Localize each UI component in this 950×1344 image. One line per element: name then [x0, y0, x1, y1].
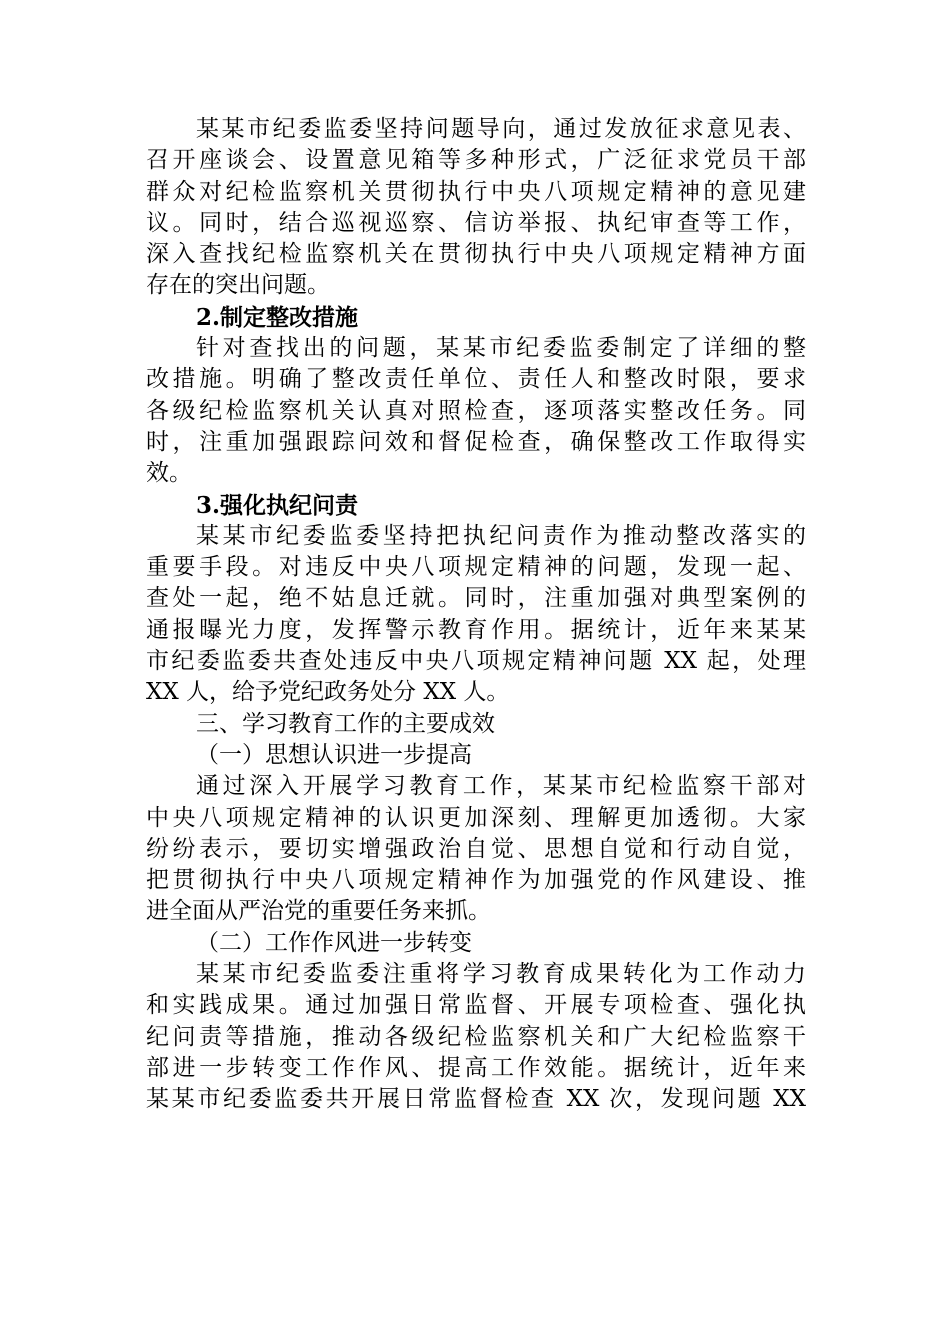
- text-line: 各级纪检监察机关认真对照检查，逐项落实整改任务。同: [146, 397, 806, 424]
- text-line: 纪问责等措施，推动各级纪检监察机关和广大纪检监察干: [146, 1023, 806, 1050]
- paragraph-problem-finding: [146, 114, 806, 302]
- text-line: 市纪委监委共查处违反中央八项规定精神问题 XX 起，处理: [146, 648, 806, 675]
- text-line: 召开座谈会、设置意见箱等多种形式，广泛征求党员干部: [146, 147, 806, 174]
- text-line: 把贯彻执行中央八项规定精神作为加强党的作风建设、推: [146, 867, 806, 894]
- text-line: 深入查找纪检监察机关在贯彻执行中央八项规定精神方面: [146, 241, 806, 268]
- text-line: 进全面从严治党的重要任务来抓。: [146, 898, 491, 925]
- heading-discipline-accountability: 3.强化执纪问责: [196, 491, 359, 519]
- text-line: 某某市纪委监委坚持问题导向，通过发放征求意见表、: [196, 116, 806, 142]
- text-line: 某某市纪委监委注重将学习教育成果转化为工作动力: [196, 961, 806, 988]
- text-line: 纷纷表示，要切实增强政治自觉、思想自觉和行动自觉，: [146, 835, 806, 862]
- text-line: 查处一起，绝不姑息迁就。同时，注重加强对典型案例的: [146, 585, 806, 612]
- paragraph-discipline-accountability: [146, 521, 806, 709]
- heading-rectification-measures: 2.制定整改措施: [196, 303, 359, 331]
- subsection-title-ideological-awareness: （一）思想认识进一步提高: [196, 741, 472, 768]
- text-line: 效。: [146, 460, 192, 487]
- text-line: 时，注重加强跟踪问效和督促检查，确保整改工作取得实: [146, 428, 806, 455]
- text-line: 某某市纪委监委共开展日常监督检查 XX 次，发现问题 XX: [146, 1086, 806, 1113]
- text-line: 存在的突出问题。: [146, 272, 330, 299]
- paragraph-ideological-awareness: [146, 771, 806, 927]
- text-line: XX 人，给予党纪政务处分 XX 人。: [146, 679, 510, 706]
- text-line: 针对查找出的问题，某某市纪委监委制定了详细的整: [196, 335, 806, 362]
- text-line: 部进一步转变工作作风、提高工作效能。据统计，近年来: [146, 1054, 806, 1081]
- text-line: 通过深入开展学习教育工作，某某市纪检监察干部对: [196, 773, 806, 800]
- text-line: 重要手段。对违反中央八项规定精神的问题，发现一起、: [146, 554, 806, 581]
- subsection-title-work-style: （二）工作作风进一步转变: [196, 929, 472, 956]
- paragraph-work-style: [146, 959, 806, 1115]
- text-line: 群众对纪检监察机关贯彻执行中央八项规定精神的意见建: [146, 178, 806, 205]
- section-title-main-results: 三、学习教育工作的主要成效: [196, 710, 495, 737]
- text-line: 通报曝光力度，发挥警示教育作用。据统计，近年来某某: [146, 616, 806, 643]
- text-line: 中央八项规定精神的认识更加深刻、理解更加透彻。大家: [146, 804, 806, 831]
- text-line: 某某市纪委监委坚持把执纪问责作为推动整改落实的: [196, 522, 806, 549]
- text-line: 和实践成果。通过加强日常监督、开展专项检查、强化执: [146, 992, 806, 1019]
- document-page: [146, 114, 806, 1116]
- paragraph-rectification-measures: [146, 333, 806, 489]
- text-line: 议。同时，结合巡视巡察、信访举报、执纪审查等工作，: [146, 209, 806, 236]
- text-line: 改措施。明确了整改责任单位、责任人和整改时限，要求: [146, 366, 806, 393]
